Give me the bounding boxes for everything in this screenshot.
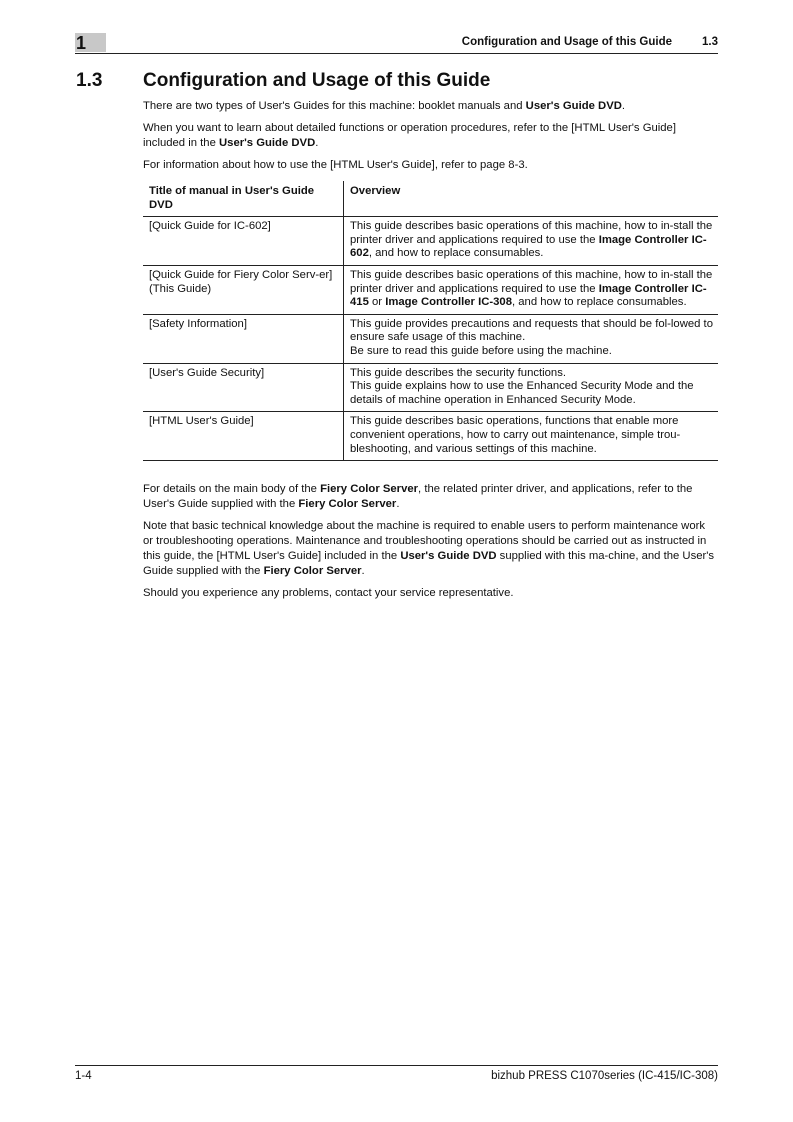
bold-text: Fiery Color Server <box>298 498 397 511</box>
manual-title: [Quick Guide for IC-602] <box>143 217 344 266</box>
bold-text: Image Controller IC-602 <box>350 233 707 260</box>
overview-line: This guide provides precautions and requests that should be fol-lowed to ensure safe usage of this machine. <box>350 317 713 344</box>
text: For details on the main body of the <box>143 483 321 496</box>
bold-text: Fiery Color Server <box>263 565 362 578</box>
intro-paragraph-2 <box>143 121 718 151</box>
section-title: Configuration and Usage of this Guide <box>143 70 491 91</box>
text: supplied with this ma-chine, and the User's Guide supplied with the <box>143 550 715 578</box>
intro-paragraph-3 <box>143 158 718 173</box>
header-divider <box>75 53 718 54</box>
bold-text: Image Controller IC-415 <box>350 282 707 309</box>
manual-title: [Safety Information] <box>143 314 344 363</box>
section-number: 1.3 <box>76 70 103 91</box>
text: . <box>361 565 365 578</box>
after-paragraph-1 <box>143 482 718 512</box>
column-header-title: Title of manual in User's Guide DVD <box>143 181 344 217</box>
text: This guide describes basic operations of this machine, how to in-stall the printer driver and applications required to use the <box>350 268 713 295</box>
text: or <box>368 296 386 309</box>
manual-overview <box>344 412 719 461</box>
column-header-overview: Overview <box>344 181 719 217</box>
running-header-title: Configuration and Usage of this Guide <box>461 36 672 48</box>
manual-overview <box>344 217 719 266</box>
text: This guide describes basic operations of this machine, how to in-stall the printer driver and applications required to use the <box>350 220 713 246</box>
section-body <box>143 99 718 601</box>
after-paragraph-2 <box>143 519 718 579</box>
table-row <box>143 314 718 363</box>
bold-text: User's Guide DVD <box>400 550 497 563</box>
manual-table <box>143 181 718 461</box>
after-paragraph-3 <box>143 586 718 601</box>
bold-text: Fiery Color Server <box>320 483 419 496</box>
text: , and how to replace consumables. <box>512 296 687 309</box>
bold-text: User's Guide DVD <box>219 137 316 149</box>
bold-text: Image Controller IC-308 <box>385 296 512 309</box>
table-header-row <box>143 181 718 217</box>
text: . <box>396 498 400 511</box>
table-row <box>143 412 718 461</box>
text: When you want to learn about detailed functions or operation procedures, refer to the [HTML User's Guide] included in the <box>143 122 676 149</box>
manual-overview <box>344 265 719 314</box>
bold-text: User's Guide DVD <box>525 100 622 112</box>
footer-divider <box>75 1065 718 1066</box>
text: There are two types of User's Guides for this machine: booklet manuals and <box>143 100 526 112</box>
table-row <box>143 217 718 266</box>
text: Note that basic technical knowledge about the machine is required to enable users to perform maintenance work or troubleshooting operations. Maintenance and troubleshooting operations should be carried out as instructed in this guide, the [HTML User's Guide] included in the <box>143 520 707 563</box>
table-row <box>143 363 718 412</box>
overview-line: This guide describes basic operations, functions that enable more convenient operations, how to carry out maintenance, simple trou-bleshooting, and various settings of this machine. <box>350 415 681 455</box>
overview-line: This guide explains how to use the Enhanced Security Mode and the details of machine operation in Enhanced Security Mode. <box>350 380 694 406</box>
text: . <box>315 137 319 149</box>
table-row <box>143 265 718 314</box>
overview-line: This guide describes the security functions. <box>350 366 567 379</box>
text: , the related printer driver, and applications, refer to the User's Guide supplied with the <box>143 483 693 511</box>
text: . <box>621 100 626 112</box>
manual-overview <box>344 363 719 412</box>
footer-model-name: bizhub PRESS C1070series (IC-415/IC-308) <box>491 1070 718 1082</box>
manual-title: [HTML User's Guide] <box>143 412 344 461</box>
chapter-number: 1 <box>76 33 87 53</box>
intro-paragraph-1 <box>143 99 718 114</box>
text: Should you experience any problems, contact your service representative. <box>143 587 514 600</box>
text: For information about how to use the [HTML User's Guide], refer to page 8-3. <box>143 159 528 171</box>
page-number: 1-4 <box>75 1070 92 1082</box>
overview-line: Be sure to read this guide before using the machine. <box>350 344 612 357</box>
running-header-section: 1.3 <box>702 36 718 48</box>
manual-title: [Quick Guide for Fiery Color Serv-er] (This Guide) <box>143 265 344 314</box>
manual-overview <box>344 314 719 363</box>
manual-title: [User's Guide Security] <box>143 363 344 412</box>
text: , and how to replace consumables. <box>368 247 544 260</box>
